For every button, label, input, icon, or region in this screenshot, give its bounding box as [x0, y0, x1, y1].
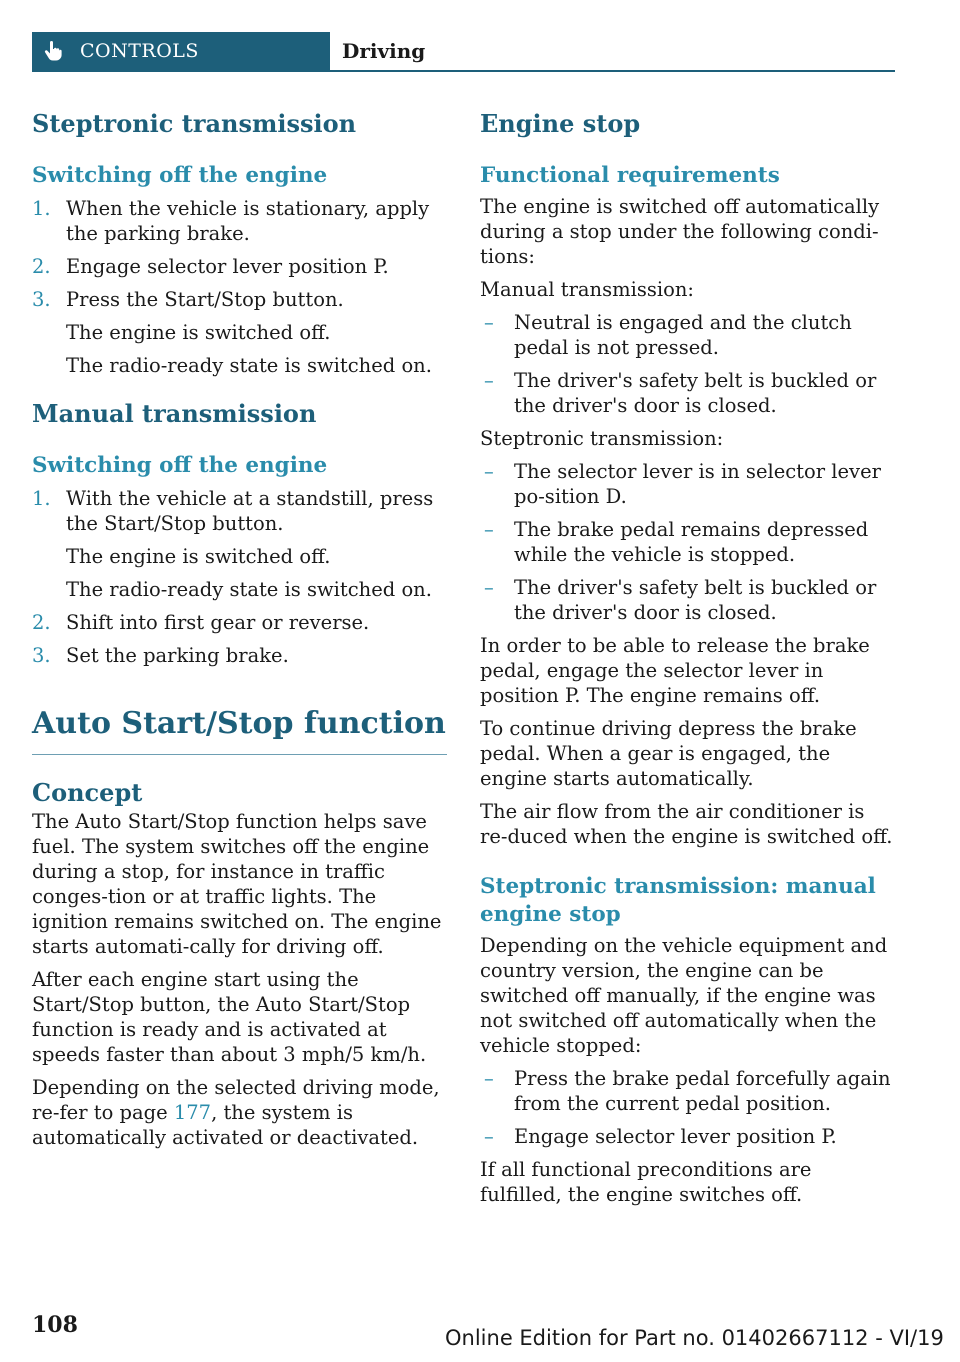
list-item [32, 643, 447, 668]
steptronic-conditions [480, 459, 895, 625]
item-text: Neutral is engaged and the clutch pedal is not pressed. [514, 311, 852, 359]
step-number: 3. [32, 644, 51, 667]
subheading-switching-off-manual: Switching off the engine [32, 453, 328, 478]
heading-engine-stop: Engine stop [480, 109, 641, 138]
heading-auto-start-stop: Auto Start/Stop function [32, 706, 446, 741]
paragraph: The engine is switched off automatically during a stop under the following condi-tions: [480, 195, 880, 268]
step-text: Set the parking brake. [66, 644, 289, 667]
subheading-switching-off-steptronic: Switching off the engine [32, 163, 328, 188]
list-item: – The driver's safety belt is buckled or the driver's door is closed. [484, 576, 877, 624]
list-item [32, 610, 447, 635]
page-number: 108 [32, 1312, 78, 1338]
paragraph: Manual transmission: [480, 278, 694, 301]
subheading-manual-engine-stop: Steptronic transmission: manual engine stop [480, 874, 876, 927]
item-text: The driver's safety belt is buckled or the driver's door is closed. [514, 369, 877, 417]
step-result: The radio-ready state is switched on. [66, 578, 432, 601]
chapter-tab [32, 32, 330, 70]
list-item [32, 287, 447, 312]
item-text: The driver's safety belt is buckled or the driver's door is closed. [514, 576, 877, 624]
heading-manual-transmission: Manual transmission [32, 399, 317, 428]
step-number: 1. [32, 487, 51, 510]
list-item: – Press the brake pedal forcefully again from the current pedal position. [484, 1067, 891, 1115]
paragraph-text: , the system is automatically activated or deactivated. [32, 1101, 419, 1149]
item-text: Press the brake pedal forcefully again from the current pedal position. [514, 1067, 891, 1115]
step-text: Press the Start/Stop button. [66, 288, 344, 311]
heading-rule [32, 754, 447, 755]
list-item: – The driver's safety belt is buckled or the driver's door is closed. [484, 369, 877, 417]
step-number: 2. [32, 611, 51, 634]
step-result: The engine is switched off. [66, 321, 331, 344]
list-item: – The brake pedal remains depressed while the vehicle is stopped. [484, 518, 869, 566]
step-number: 1. [32, 197, 51, 220]
list-item: – Neutral is engaged and the clutch pedal is not pressed. [484, 311, 852, 359]
step-text: Engage selector lever position P. [66, 255, 389, 278]
subheading-functional-requirements: Functional requirements [480, 163, 780, 188]
heading-concept: Concept [32, 778, 143, 807]
step-text: With the vehicle at a standstill, press the Start/Stop button. [66, 487, 434, 535]
section-title: Driving [342, 39, 426, 63]
step-result: The engine is switched off. [66, 545, 331, 568]
page-header [32, 32, 895, 72]
paragraph: After each engine start using the Start/Stop button, the Auto Start/Stop function is ready and is activated at speeds faster than about 3 mph/5 km/h. [32, 968, 427, 1066]
heading-steptronic-transmission: Steptronic transmission [32, 109, 357, 138]
manual-conditions [480, 310, 895, 418]
item-text: The selector lever is in selector lever po-sition D. [514, 460, 881, 508]
list-item [32, 486, 447, 536]
step-text: Shift into first gear or reverse. [66, 611, 370, 634]
page-reference-link[interactable]: 177 [173, 1101, 212, 1124]
step-text: When the vehicle is stationary, apply the parking brake. [66, 197, 430, 245]
paragraph [32, 1075, 447, 1150]
steptronic-steps [32, 196, 447, 312]
paragraph: Steptronic transmission: [480, 427, 724, 450]
paragraph: The Auto Start/Stop function helps save fuel. The system switches off the engine during a stop, for instance in traffic conges-tion or at traffic lights. The ignition remains switched on. The engine starts automati-cally for driving off. [32, 810, 442, 958]
paragraph: If all functional preconditions are fulfilled, the engine switches off. [480, 1158, 812, 1206]
step-number: 3. [32, 288, 51, 311]
list-item: – The selector lever is in selector lever po-sition D. [484, 460, 881, 508]
manual-steps [32, 486, 447, 536]
paragraph: The air flow from the air conditioner is re-duced when the engine is switched off. [480, 800, 893, 848]
chapter-label: CONTROLS [80, 40, 199, 62]
step-number: 2. [32, 255, 51, 278]
list-item: – Engage selector lever position P. [484, 1125, 837, 1148]
left-column [32, 108, 447, 1150]
item-text: Engage selector lever position P. [514, 1125, 837, 1148]
paragraph: In order to be able to release the brake pedal, engage the selector lever in position P. The engine remains off. [480, 634, 870, 707]
edition-footer: Online Edition for Part no. 01402667112 - VI/19 [445, 1326, 944, 1350]
paragraph: To continue driving depress the brake pedal. When a gear is engaged, the engine starts automatically. [480, 717, 857, 790]
manual-stop-steps [480, 1066, 895, 1149]
step-result: The radio-ready state is switched on. [66, 354, 432, 377]
paragraph-text: Depending on the selected driving mode, re-fer to page [32, 1076, 440, 1124]
manual-steps-cont [32, 610, 447, 668]
pointing-hand-icon [44, 41, 62, 61]
list-item [32, 196, 447, 246]
right-column [480, 108, 895, 1207]
paragraph: Depending on the vehicle equipment and country version, the engine can be switched off manually, if the engine was not switched off automatically when the vehicle stopped: [480, 934, 888, 1057]
list-item [32, 254, 447, 279]
item-text: The brake pedal remains depressed while the vehicle is stopped. [514, 518, 869, 566]
